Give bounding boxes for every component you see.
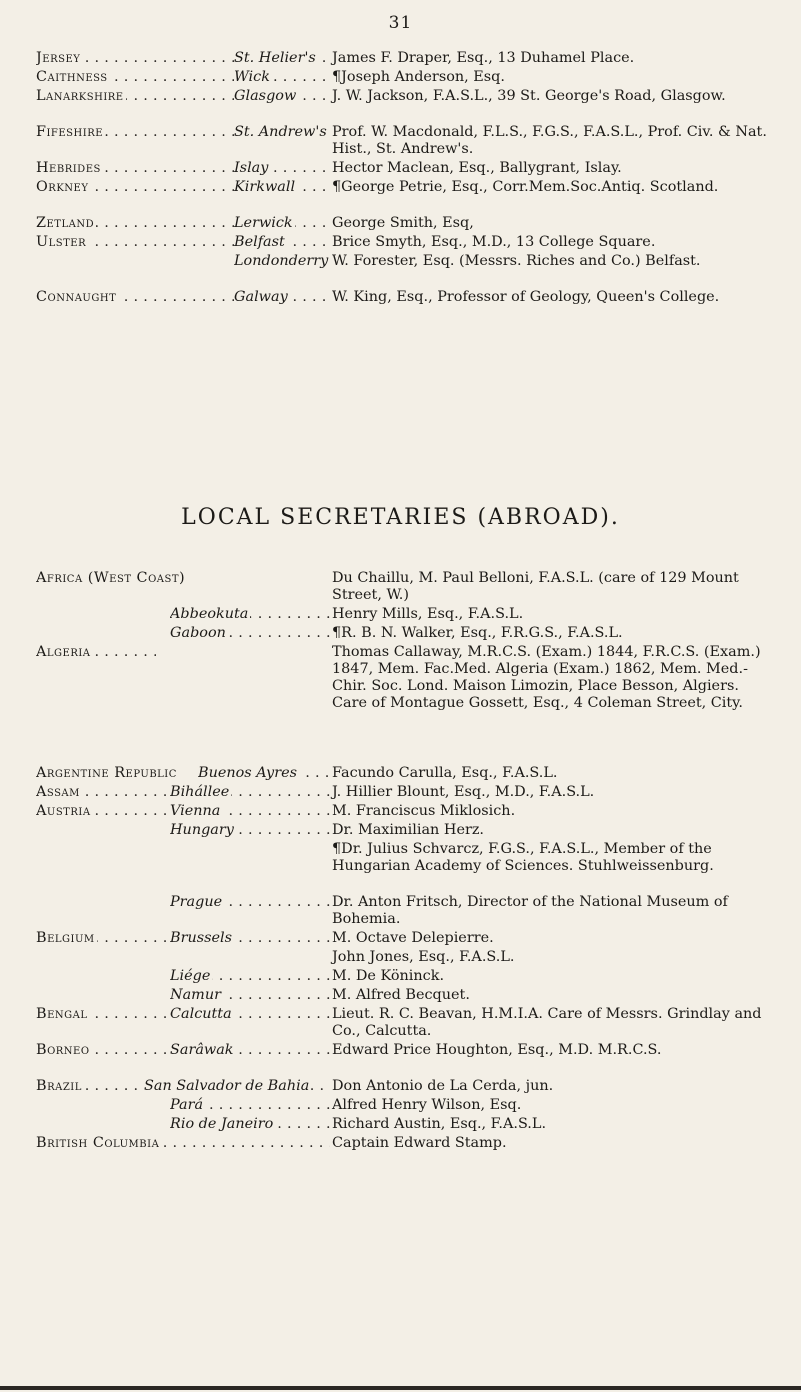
entry-region: Austria: [36, 803, 91, 819]
entry-region: Caithness: [36, 69, 108, 85]
list-entry: [0, 234, 801, 251]
list-entry: [0, 644, 801, 763]
entry-region: Jersey: [36, 50, 81, 66]
entry-region: Hebrides: [36, 160, 101, 176]
entry-place: Abbeokuta: [170, 606, 249, 622]
entry-region: Zetland: [36, 215, 95, 231]
entry-person: Henry Mills, Esq., F.A.S.L.: [332, 606, 524, 622]
entry-person: ¶George Petrie, Esq., Corr.Mem.Soc.Antiq. Scotland.: [332, 179, 719, 195]
list-entry: [0, 253, 801, 287]
list-entry: [0, 822, 801, 839]
list-entry: [0, 160, 801, 177]
entry-region: Borneo: [36, 1042, 90, 1058]
list-entry: [0, 949, 801, 966]
entry-place: Liége: [170, 968, 211, 984]
entry-person: M. Franciscus Miklosich.: [332, 803, 516, 819]
entry-region: Assam: [36, 784, 80, 800]
entry-person: James F. Draper, Esq., 13 Duhamel Place.: [332, 50, 635, 66]
list-entry: [0, 930, 801, 947]
entry-person: Dr. Maximilian Herz.: [332, 822, 484, 838]
list-entry: [0, 88, 801, 122]
list-entry: [0, 69, 801, 86]
entry-place: St. Andrew's: [234, 124, 327, 140]
entry-person: W. Forester, Esq. (Messrs. Riches and Co.) Belfast.: [332, 253, 701, 269]
entry-place: Glasgow: [234, 88, 297, 104]
entry-person: Brice Smyth, Esq., M.D., 13 College Square.: [332, 234, 656, 250]
entry-person: J. Hillier Blount, Esq., M.D., F.A.S.L.: [332, 784, 595, 800]
list-entry: [0, 124, 801, 158]
list-entry: [0, 625, 801, 642]
entry-place: Londonderry: [234, 253, 329, 269]
entry-region: Bengal: [36, 1006, 88, 1022]
entry-person: Lieut. R. C. Beavan, H.M.I.A. Care of Messrs. Grindlay and Co., Calcutta.: [332, 1006, 762, 1039]
top-list: [0, 50, 801, 325]
entry-place: Kirkwall: [234, 179, 296, 195]
list-entry: [0, 1078, 801, 1095]
list-entry: [0, 841, 801, 892]
entry-person: J. W. Jackson, F.A.S.L., 39 St. George's Road, Glasgow.: [332, 88, 726, 104]
entry-person: ¶R. B. N. Walker, Esq., F.R.G.S., F.A.S.L.: [332, 625, 623, 641]
list-entry: [0, 215, 801, 232]
entry-region: Connaught: [36, 289, 117, 305]
entry-place: Wick: [234, 69, 270, 85]
list-entry: [0, 1116, 801, 1133]
list-entry: [0, 50, 801, 67]
entry-person: Prof. W. Macdonald, F.L.S., F.G.S., F.A.S.L., Prof. Civ. & Nat. Hist., St. Andrew's.: [332, 124, 767, 157]
entry-person: Hector Maclean, Esq., Ballygrant, Islay.: [332, 160, 622, 176]
entry-region: Africa (West Coast): [36, 570, 186, 586]
list-entry: [0, 968, 801, 985]
entry-person: John Jones, Esq., F.A.S.L.: [332, 949, 515, 965]
list-entry: [0, 289, 801, 323]
list-entry: [0, 1006, 801, 1040]
entry-person: Alfred Henry Wilson, Esq.: [332, 1097, 522, 1113]
entry-person: Dr. Anton Fritsch, Director of the National Museum of Bohemia.: [332, 894, 728, 927]
entry-place: Islay: [234, 160, 269, 176]
entry-region: Algeria: [36, 644, 91, 660]
entry-person: Thomas Callaway, M.R.C.S. (Exam.) 1844, F.R.C.S. (Exam.) 1847, Mem. Fac.Med. Algeria (Exam.) 1862, Mem. Med.-Chir. Soc. Lond. Maison Limozin, Place Besson, Algiers. Care of Montague Gossett, Esq., 4 Coleman Street, City.: [332, 644, 761, 711]
entry-person: Edward Price Houghton, Esq., M.D. M.R.C.S.: [332, 1042, 662, 1058]
entry-region: Brazil: [36, 1078, 82, 1094]
entry-region: Argentine Republic: [36, 765, 177, 781]
section-heading: LOCAL SECRETARIES (ABROAD).: [181, 505, 620, 530]
bottom-rule: [0, 1386, 801, 1390]
entry-place: Pará: [170, 1097, 204, 1113]
entry-place: St. Helier's: [234, 50, 316, 66]
entry-place: Rio de Janeiro: [170, 1116, 274, 1132]
entry-region: Belgium: [36, 930, 95, 946]
entry-person: Don Antonio de La Cerda, jun.: [332, 1078, 554, 1094]
entry-place: Brussels: [170, 930, 232, 946]
entry-person: M. Alfred Becquet.: [332, 987, 470, 1003]
abroad-list: [0, 570, 801, 1154]
entry-place: Calcutta: [170, 1006, 232, 1022]
entry-place: Hungary: [170, 822, 234, 838]
entry-place: Lerwick: [234, 215, 293, 231]
entry-person: Richard Austin, Esq., F.A.S.L.: [332, 1116, 547, 1132]
entry-person: Du Chaillu, M. Paul Belloni, F.A.S.L. (care of 129 Mount Street, W.): [332, 570, 739, 603]
entry-person: W. King, Esq., Professor of Geology, Queen's College.: [332, 289, 720, 305]
entry-place: San Salvador de Bahia: [144, 1078, 310, 1094]
entry-person: M. De Köninck.: [332, 968, 445, 984]
list-entry: [0, 987, 801, 1004]
entry-place: Namur: [170, 987, 221, 1003]
list-entry: [0, 803, 801, 820]
list-entry: [0, 1097, 801, 1114]
entry-place: Vienna: [170, 803, 221, 819]
list-entry: [0, 1042, 801, 1076]
list-entry: [0, 894, 801, 928]
entry-place: Buenos Ayres: [198, 765, 297, 781]
list-entry: [0, 784, 801, 801]
entry-region: Lanarkshire: [36, 88, 124, 104]
entry-person: Facundo Carulla, Esq., F.A.S.L.: [332, 765, 558, 781]
entry-person: ¶Joseph Anderson, Esq.: [332, 69, 505, 85]
entry-region: Orkney: [36, 179, 89, 195]
entry-region: Fifeshire: [36, 124, 104, 140]
entry-person: George Smith, Esq,: [332, 215, 474, 231]
entry-person: M. Octave Delepierre.: [332, 930, 494, 946]
entry-region: Ulster: [36, 234, 87, 250]
entry-place: Bihállee: [170, 784, 230, 800]
entry-place: Galway: [234, 289, 288, 305]
entry-place: Sarâwak: [170, 1042, 234, 1058]
page-number: 31: [388, 13, 413, 33]
list-entry: [0, 179, 801, 213]
list-entry: [0, 606, 801, 623]
list-entry: [0, 1135, 801, 1152]
entry-region: British Columbia: [36, 1135, 160, 1151]
entry-place: Belfast: [234, 234, 285, 250]
list-entry: [0, 765, 801, 782]
list-entry: [0, 570, 801, 604]
entry-person: Captain Edward Stamp.: [332, 1135, 507, 1151]
entry-place: Gaboon: [170, 625, 226, 641]
entry-person: ¶Dr. Julius Schvarcz, F.G.S., F.A.S.L., Member of the Hungarian Academy of Sciences. Stuhlweissenburg.: [332, 841, 714, 874]
entry-place: Prague: [170, 894, 223, 910]
